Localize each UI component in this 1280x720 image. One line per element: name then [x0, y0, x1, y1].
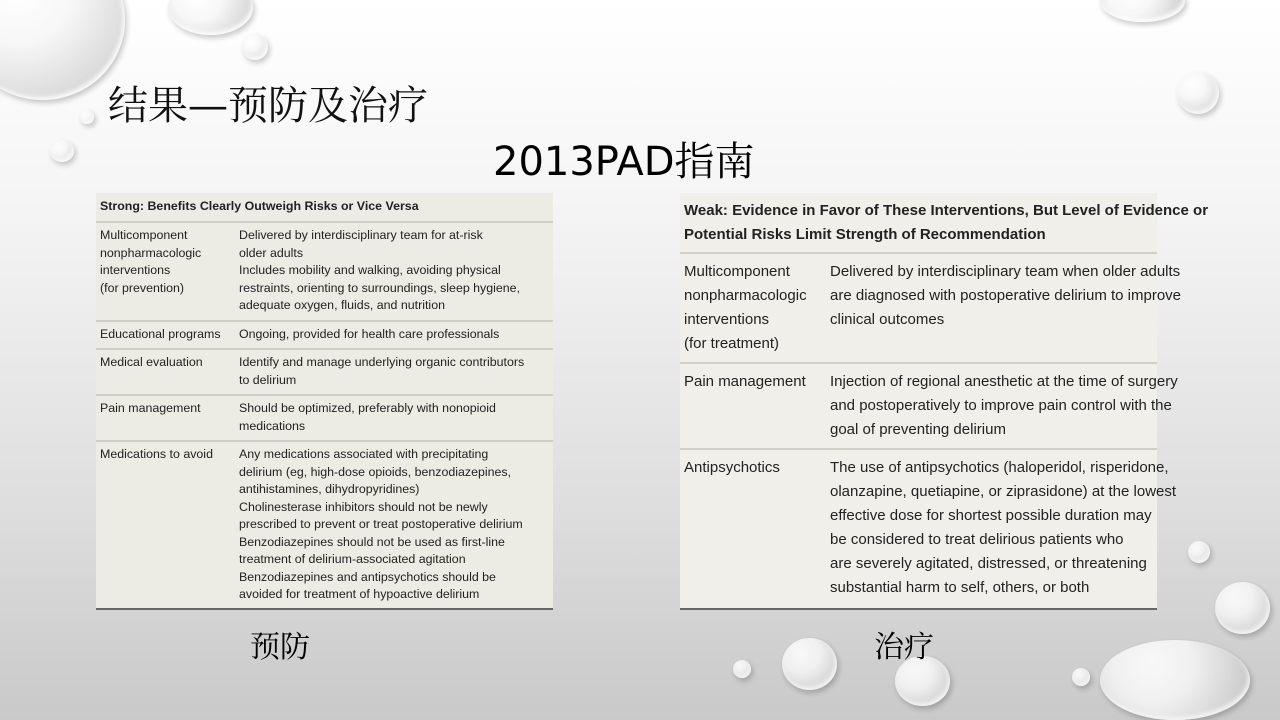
row-label: Multicomponent nonpharmacologic interventions (for treatment) [684, 263, 807, 352]
treatment-table [680, 193, 1209, 610]
table-row [680, 254, 1182, 364]
water-droplet-decoration [0, 0, 125, 100]
table-header: Weak: Evidence in Favor of These Interventions, But Level of Evidence or Potential Risks Limit Strength of Recommendation [680, 193, 1157, 254]
treatment-caption: 治疗 [874, 630, 934, 665]
row-label: Medications to avoid [100, 447, 213, 461]
row-label: Medical evaluation [100, 355, 203, 369]
row-description: Injection of regional anesthetic at the time of surgery and postoperatively to improve pain control with the goal of preventing delirium [830, 373, 1178, 438]
row-description: The use of antipsychotics (haloperidol, risperidone, olanzapine, quetiapine, or ziprasidone) at the lowest effective dose for shortest possible duration may be considered to treat delirious patients who are severely agitated, distressed, or threatening substantial harm to self, others, or both [830, 459, 1177, 596]
row-label: Multicomponent nonpharmacologic interventions (for prevention) [100, 228, 202, 295]
water-droplet-decoration [1072, 668, 1090, 686]
table-header: Strong: Benefits Clearly Outweigh Risks or Vice Versa [96, 193, 553, 223]
table-row [680, 364, 1178, 450]
water-droplet-decoration [80, 110, 94, 124]
water-droplet-decoration [733, 660, 751, 678]
row-description: Any medications associated with precipitating delirium (eg, high-dose opioids, benzodiazepines, antihistamines, dihydropyridines) Cholinesterase inhibitors should not be newly prescribed to prevent or treat postoperative delirium Benzodiazepines should not be used as first-line treatment of delirium-associated agitation Benzodiazepines and antipsychotics should be avoided for treatment of hypoactive delirium [239, 447, 523, 601]
water-droplet-decoration [242, 34, 268, 60]
row-label: Antipsychotics [684, 459, 780, 476]
row-label: Educational programs [100, 326, 221, 341]
prevention-caption: 预防 [250, 630, 310, 665]
row-description: Delivered by interdisciplinary team when older adults are diagnosed with postoperative delirium to improve clinical outcomes [830, 263, 1182, 328]
water-droplet-decoration [50, 140, 74, 162]
table-row [96, 223, 553, 322]
water-droplet-decoration [1100, 640, 1250, 720]
prevention-table [96, 193, 553, 610]
table-row [96, 396, 553, 442]
row-description: Should be optimized, preferably with nonopioid medications [239, 401, 496, 433]
table-row [680, 450, 1177, 606]
table-row [96, 322, 553, 351]
water-droplet-decoration [782, 638, 837, 690]
water-droplet-decoration [1188, 541, 1210, 563]
row-label: Pain management [100, 401, 201, 415]
water-droplet-decoration [1215, 582, 1270, 634]
slide-subtitle: 2013PAD指南 [493, 139, 755, 185]
row-description: Ongoing, provided for health care professionals [239, 326, 500, 341]
slide-title: 结果—预防及治疗 [108, 83, 428, 129]
water-droplet-decoration [1100, 0, 1185, 22]
row-description: Identify and manage underlying organic contributors to delirium [239, 355, 525, 387]
water-droplet-decoration [168, 0, 253, 35]
row-label: Pain management [684, 373, 806, 390]
row-description: Delivered by interdisciplinary team for at-risk older adults Includes mobility and walking, avoiding physical restraints, orienting to surroundings, sleep hygiene, adequate oxygen, fluids, and nutrition [239, 228, 521, 312]
table-row [96, 442, 553, 609]
water-droplet-decoration [1177, 72, 1219, 114]
table-row [96, 350, 553, 396]
